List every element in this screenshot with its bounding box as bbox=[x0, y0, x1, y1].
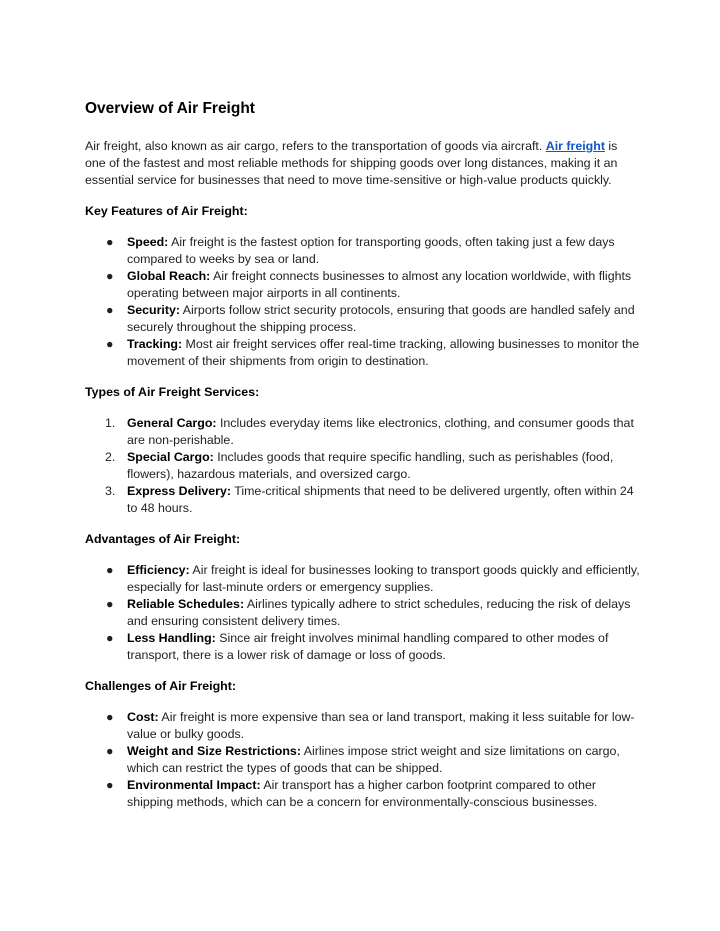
list-number: 3. bbox=[105, 484, 116, 498]
bullet-icon: ● bbox=[106, 235, 114, 249]
bullet-icon: ● bbox=[106, 337, 114, 351]
types-heading: Types of Air Freight Services: bbox=[85, 385, 260, 399]
item-text: Airlines impose strict weight and size limitations on cargo, which can restrict the types of goods that can be shipped. bbox=[127, 744, 620, 775]
air-freight-link[interactable]: Air freight bbox=[545, 139, 605, 153]
item-term: Tracking: bbox=[127, 337, 183, 351]
bullet-icon: ● bbox=[106, 744, 114, 758]
bullet-icon: ● bbox=[106, 563, 114, 577]
list-item bbox=[85, 777, 640, 811]
item-term: General Cargo: bbox=[127, 416, 217, 430]
item-text: Air transport has a higher carbon footprint compared to other shipping methods, which can be a concern for environmentally-conscious businesses. bbox=[127, 778, 598, 809]
item-text: Time-critical shipments that need to be delivered urgently, often within 24 to 48 hours. bbox=[127, 484, 634, 515]
types-list bbox=[85, 415, 640, 517]
challenges-heading: Challenges of Air Freight: bbox=[85, 679, 236, 693]
page-title: Overview of Air Freight bbox=[85, 100, 255, 117]
item-term: Security: bbox=[127, 303, 181, 317]
list-item bbox=[85, 596, 640, 630]
list-item bbox=[85, 630, 640, 664]
item-term: Weight and Size Restrictions: bbox=[127, 744, 301, 758]
item-text: Includes goods that require specific handling, such as perishables (food, flowers), hazardous materials, and oversized cargo. bbox=[127, 450, 614, 481]
bullet-icon: ● bbox=[106, 710, 114, 724]
item-term: Less Handling: bbox=[127, 631, 216, 645]
list-item bbox=[85, 415, 640, 449]
list-item bbox=[85, 449, 640, 483]
item-text: Air freight is the fastest option for transporting goods, often taking just a few days compared to weeks by sea or land. bbox=[127, 235, 615, 266]
bullet-icon: ● bbox=[106, 303, 114, 317]
item-text: Includes everyday items like electronics, clothing, and consumer goods that are non-perishable. bbox=[127, 416, 634, 447]
list-item bbox=[85, 336, 640, 370]
bullet-icon: ● bbox=[106, 597, 114, 611]
item-term: Cost: bbox=[127, 710, 159, 724]
intro-text-after: is one of the fastest and most reliable methods for shipping goods over long distances, making it an essential service for businesses that need to move time-sensitive or high-value products quickly. bbox=[85, 139, 618, 187]
intro-paragraph bbox=[85, 138, 640, 189]
item-text: Airports follow strict security protocols, ensuring that goods are handled safely and securely throughout the shipping process. bbox=[127, 303, 635, 334]
challenges-list bbox=[85, 709, 640, 811]
list-number: 1. bbox=[105, 416, 116, 430]
document-page bbox=[85, 98, 640, 825]
advantages-list bbox=[85, 562, 640, 664]
features-heading: Key Features of Air Freight: bbox=[85, 204, 248, 218]
item-text: Air freight is more expensive than sea or land transport, making it less suitable for low-value or bulky goods. bbox=[127, 710, 635, 741]
list-item bbox=[85, 302, 640, 336]
advantages-heading: Advantages of Air Freight: bbox=[85, 532, 241, 546]
item-term: Efficiency: bbox=[127, 563, 190, 577]
item-term: Special Cargo: bbox=[127, 450, 214, 464]
item-text: Airlines typically adhere to strict schedules, reducing the risk of delays and ensuring consistent delivery times. bbox=[127, 597, 631, 628]
list-item bbox=[85, 743, 640, 777]
intro-text-before: Air freight, also known as air cargo, refers to the transportation of goods via aircraft. bbox=[85, 139, 546, 153]
list-number: 2. bbox=[105, 450, 116, 464]
list-item bbox=[85, 234, 640, 268]
item-term: Reliable Schedules: bbox=[127, 597, 245, 611]
item-term: Global Reach: bbox=[127, 269, 211, 283]
item-text: Air freight is ideal for businesses looking to transport goods quickly and efficiently, especially for last-minute orders or emergency supplies. bbox=[127, 563, 640, 594]
item-text: Since air freight involves minimal handling compared to other modes of transport, there is a lower risk of damage or loss of goods. bbox=[127, 631, 609, 662]
list-item bbox=[85, 709, 640, 743]
item-text: Most air freight services offer real-time tracking, allowing businesses to monitor the movement of their shipments from origin to destination. bbox=[127, 337, 640, 368]
item-term: Environmental Impact: bbox=[127, 778, 261, 792]
features-list bbox=[85, 234, 640, 370]
list-item bbox=[85, 268, 640, 302]
item-text: Air freight connects businesses to almost any location worldwide, with flights operating between major airports in all continents. bbox=[127, 269, 632, 300]
list-item bbox=[85, 562, 640, 596]
bullet-icon: ● bbox=[106, 269, 114, 283]
item-term: Speed: bbox=[127, 235, 169, 249]
bullet-icon: ● bbox=[106, 631, 114, 645]
bullet-icon: ● bbox=[106, 778, 114, 792]
item-term: Express Delivery: bbox=[127, 484, 232, 498]
list-item bbox=[85, 483, 640, 517]
